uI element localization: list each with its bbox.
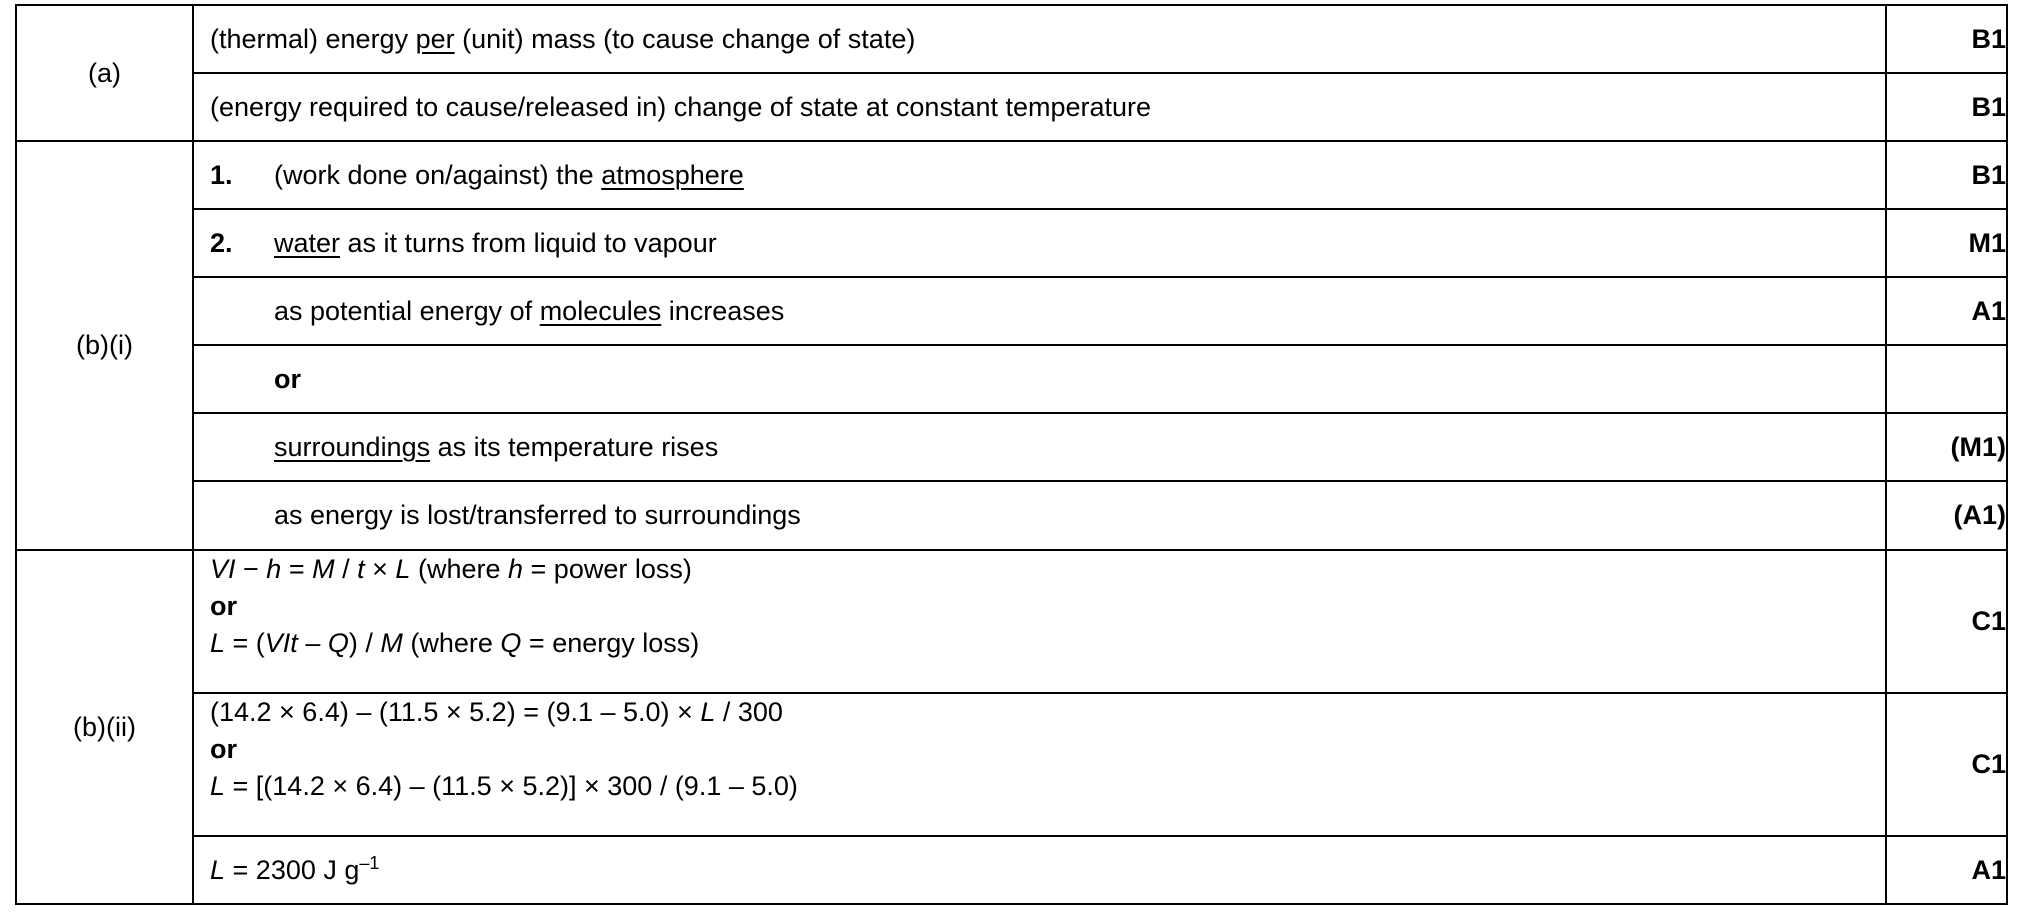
point-number: 2. — [210, 227, 233, 258]
table-row — [16, 73, 2007, 141]
mark-scheme-table — [15, 4, 2008, 905]
equation-line — [210, 768, 1885, 805]
text-segment: (where — [402, 628, 501, 658]
text-segment: (energy required to cause/released in) change of state at constant temperature — [210, 91, 1152, 122]
mark-cell: (M1) — [1886, 413, 2007, 481]
answer-text — [194, 431, 1885, 464]
answer-cell — [193, 836, 1886, 904]
table-row — [16, 693, 2007, 836]
text-segment: – — [297, 628, 328, 658]
table-row — [16, 836, 2007, 904]
answer-cell — [193, 550, 1886, 693]
answer-cell — [193, 413, 1886, 481]
or-label: or — [210, 734, 237, 764]
text-segment: (where — [410, 554, 508, 584]
table-row — [16, 413, 2007, 481]
text-segment: = — [281, 554, 313, 584]
text-segment: = 2300 J g — [225, 854, 360, 885]
text-segment: as its temperature rises — [430, 431, 719, 462]
answer-cell — [193, 693, 1886, 836]
text-segment: = power loss) — [523, 554, 692, 584]
text-segment: = energy loss) — [521, 628, 700, 658]
mark-scheme-body — [16, 5, 2007, 904]
text-segment: h — [266, 554, 282, 584]
table-row — [16, 481, 2007, 550]
text-segment: L — [700, 697, 716, 727]
equation-line — [210, 694, 1885, 731]
text-segment: (14.2 × 6.4) – (11.5 × 5.2) = (9.1 – 5.0) × — [210, 697, 701, 727]
mark-cell: B1 — [1886, 141, 2007, 209]
answer-cell — [193, 5, 1886, 73]
text-segment: or — [274, 363, 301, 394]
point-number: 1. — [210, 159, 233, 190]
answer-text — [194, 23, 1885, 56]
table-row — [16, 345, 2007, 413]
text-segment: VIt — [264, 628, 298, 658]
answer-cell — [193, 481, 1886, 550]
mark-cell: B1 — [1886, 5, 2007, 73]
answer-cell — [193, 141, 1886, 209]
text-segment: (unit) mass (to cause change of state) — [454, 23, 916, 54]
mark-cell: C1 — [1886, 693, 2007, 836]
text-segment: M — [380, 628, 403, 658]
text-segment: ) / — [348, 628, 381, 658]
text-segment: as potential energy of — [274, 295, 540, 326]
mark-cell: A1 — [1886, 836, 2007, 904]
or-label: or — [210, 591, 237, 621]
text-segment: / — [334, 554, 358, 584]
equation-line — [210, 625, 1885, 662]
answer-cell — [193, 73, 1886, 141]
unit-exponent: –1 — [359, 852, 380, 873]
text-segment: − — [235, 554, 267, 584]
text-segment: (work done on/against) the — [274, 159, 602, 190]
mark-cell: (A1) — [1886, 481, 2007, 550]
text-segment: Q — [327, 628, 349, 658]
mark-cell — [1886, 345, 2007, 413]
question-label: (a) — [16, 5, 193, 141]
text-segment: molecules — [539, 295, 662, 326]
text-segment: surroundings — [274, 431, 431, 462]
question-label: (b)(ii) — [16, 550, 193, 904]
answer-text — [274, 160, 744, 190]
text-segment: per — [415, 23, 455, 54]
text-segment: L — [210, 854, 226, 885]
equation-line — [210, 855, 359, 885]
mark-cell: M1 — [1886, 209, 2007, 277]
text-segment: / 300 — [715, 697, 783, 727]
answer-text — [194, 91, 1885, 124]
table-row — [16, 277, 2007, 345]
text-segment: = ( — [225, 628, 265, 658]
text-segment: as it turns from liquid to vapour — [340, 227, 717, 258]
text-segment: L — [395, 554, 411, 584]
text-segment: water — [274, 227, 341, 258]
text-segment: as energy is lost/transferred to surroundings — [274, 500, 801, 530]
table-row — [16, 550, 2007, 693]
equation-line — [210, 551, 1885, 588]
answer-text — [194, 295, 1885, 328]
text-segment: t — [357, 554, 365, 584]
text-segment: M — [312, 554, 335, 584]
text-segment: × — [364, 554, 396, 584]
text-segment: h — [508, 554, 524, 584]
answer-text — [194, 499, 1885, 532]
mark-cell: C1 — [1886, 550, 2007, 693]
text-segment: L — [210, 628, 226, 658]
text-segment: atmosphere — [601, 159, 744, 190]
mark-cell: A1 — [1886, 277, 2007, 345]
answer-text — [194, 363, 1885, 396]
table-row — [16, 141, 2007, 209]
text-segment: VI — [210, 554, 236, 584]
text-segment: L — [210, 771, 226, 801]
question-label: (b)(i) — [16, 141, 193, 550]
answer-cell — [193, 345, 1886, 413]
answer-text — [274, 228, 717, 258]
text-segment: Q — [500, 628, 522, 658]
mark-cell: B1 — [1886, 73, 2007, 141]
answer-cell — [193, 209, 1886, 277]
text-segment: increases — [661, 295, 785, 326]
table-row — [16, 209, 2007, 277]
text-segment: = [(14.2 × 6.4) – (11.5 × 5.2)] × 300 / (9.1 – 5.0) — [225, 771, 798, 801]
answer-cell — [193, 277, 1886, 345]
text-segment: (thermal) energy — [210, 23, 416, 54]
table-row — [16, 5, 2007, 73]
